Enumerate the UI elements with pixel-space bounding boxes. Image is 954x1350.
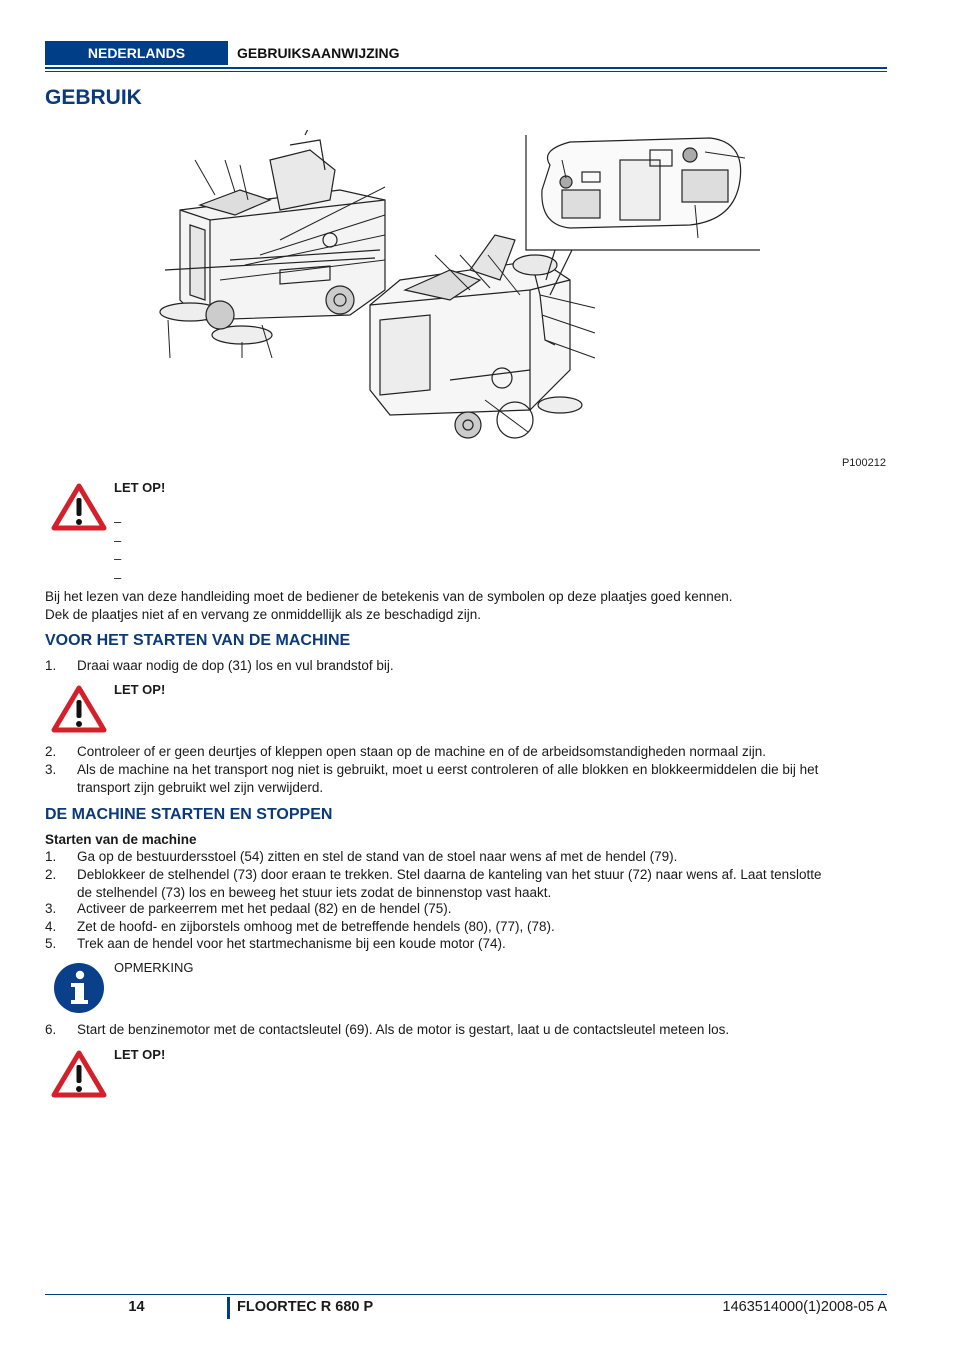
warning-dash-list <box>114 513 121 587</box>
intro-line: Dek de plaatjes niet af en vervang ze onmiddellijk als ze beschadigd zijn. <box>45 606 482 622</box>
warning-label: LET OP! <box>114 480 166 495</box>
footer-rule <box>45 1294 887 1295</box>
machine-illustration <box>150 130 770 450</box>
dash-item: – <box>114 514 122 529</box>
document-type: GEBRUIKSAANWIJZING <box>237 45 400 61</box>
list-item: 6. Start de benzinemotor met de contactsleutel (69). Als de motor is gestart, laat u de contactsleutel meteen los. <box>45 1022 730 1037</box>
list-item: 5. Trek aan de hendel voor het startmechanisme bij een koude motor (74). <box>45 936 506 951</box>
warning-label: LET OP! <box>114 1047 166 1062</box>
page-title: GEBRUIK <box>45 86 142 109</box>
intro-paragraph <box>45 588 887 623</box>
list-item: 3. Activeer de parkeerrem met het pedaal (82) en de hendel (75). <box>45 901 452 916</box>
section-heading-before-start: VOOR HET STARTEN VAN DE MACHINE <box>45 632 351 649</box>
warning-icon <box>51 1049 107 1099</box>
list-item: 2. Controleer of er geen deurtjes of kleppen open staan op de machine en of de arbeidsomstandigheden normaal zijn. <box>45 744 766 759</box>
list-item: 4. Zet de hoofd- en zijborstels omhoog met de betreffende hendels (80), (77), (78). <box>45 919 555 934</box>
info-icon <box>53 962 105 1014</box>
dash-item: – <box>114 532 122 548</box>
list-item: 2. Deblokkeer de stelhendel (73) door eraan te trekken. Stel daarna de kanteling van het stuur (72) naar wens af. Laat tenslotte de stelhendel (73) los en beweeg het stuur iets zodat de binnenstop vast haakt. <box>45 867 822 900</box>
warning-icon <box>51 482 107 532</box>
document-code: 1463514000(1)2008-05 A <box>722 1299 887 1315</box>
warning-label: LET OP! <box>114 682 166 697</box>
page-number: 14 <box>128 1299 145 1315</box>
list-item: 1. Draai waar nodig de dop (31) los en vul brandstof bij. <box>45 658 394 673</box>
note-label: OPMERKING <box>114 960 194 975</box>
dash-item: – <box>114 551 122 566</box>
section-heading-start-stop: DE MACHINE STARTEN EN STOPPEN <box>45 806 333 823</box>
warning-icon <box>51 684 107 734</box>
language-label: NEDERLANDS <box>45 41 228 65</box>
subheading-starting: Starten van de machine <box>45 832 197 847</box>
header-rule <box>45 67 887 69</box>
header-rule-thin <box>45 71 887 72</box>
list-item: 1. Ga op de bestuurdersstoel (54) zitten en stel de stand van de stoel naar wens af met de hendel (79). <box>45 849 678 864</box>
intro-line: Bij het lezen van deze handleiding moet de bediener de betekenis van de symbolen op deze plaatjes goed kennen. <box>45 589 733 604</box>
figure-code: P100212 <box>841 457 886 469</box>
list-item: 3. Als de machine na het transport nog niet is gebruikt, moet u eerst controleren of alle blokken en blokkeermiddelen die bij het transport zijn gebruikt wel zijn verwijderd. <box>45 762 819 795</box>
model-name: FLOORTEC R 680 P <box>237 1299 374 1315</box>
dash-item: – <box>114 569 122 585</box>
